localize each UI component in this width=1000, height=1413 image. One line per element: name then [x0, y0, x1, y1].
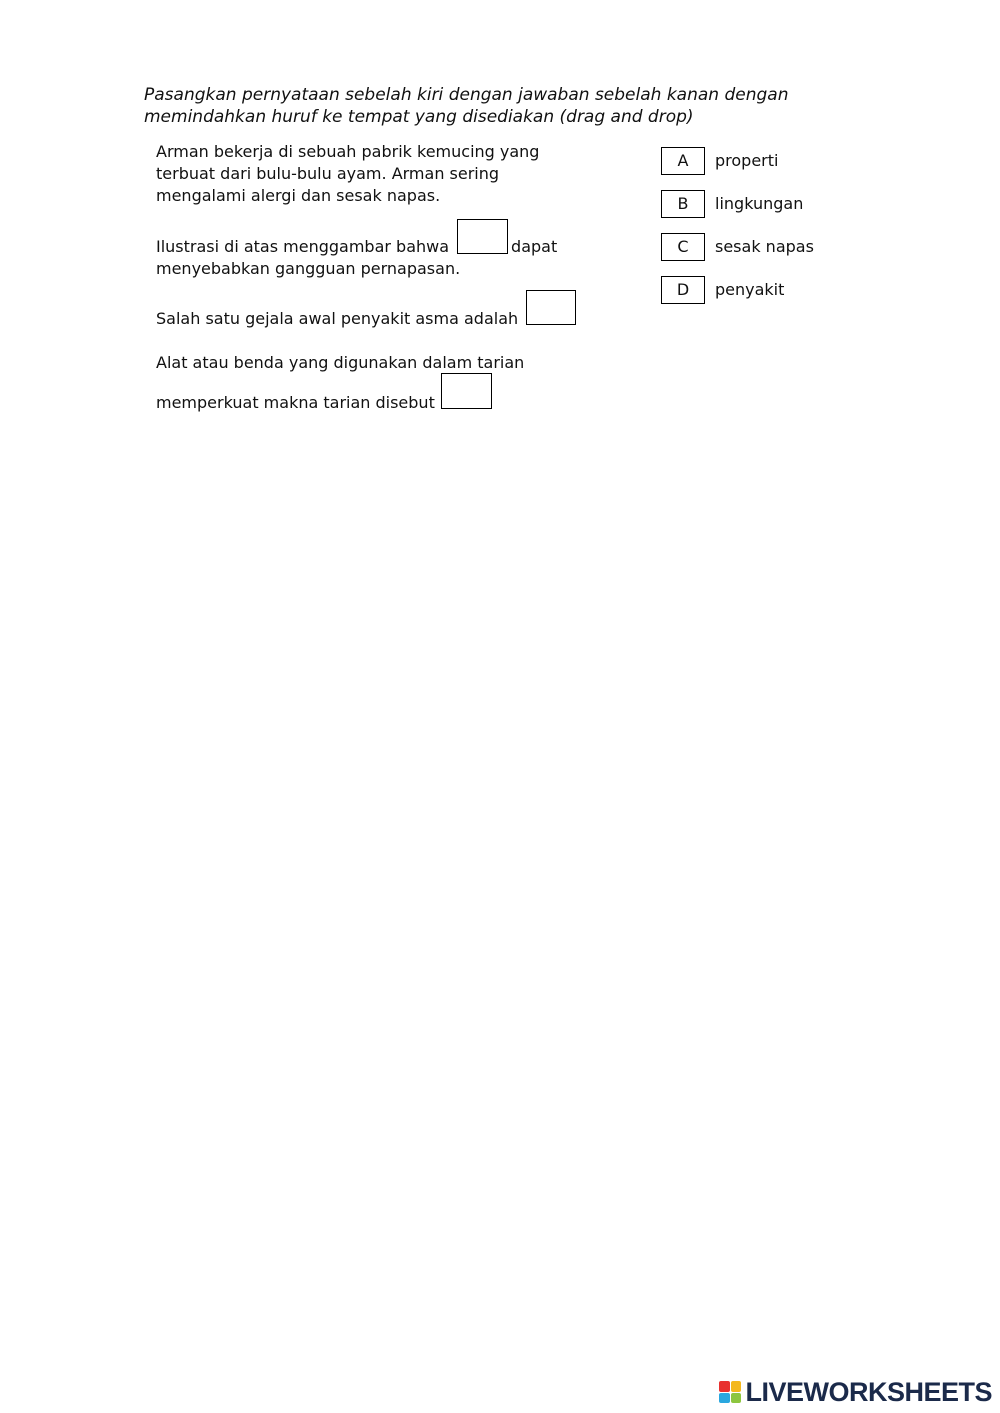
liveworksheets-logo: [719, 1377, 992, 1407]
answer-letter-b[interactable]: B: [661, 190, 705, 218]
question-2-after: dapat: [511, 237, 558, 256]
drop-zone-2[interactable]: [526, 290, 576, 325]
question-2: [156, 236, 576, 280]
logo-text: LIVEWORKSHEETS: [745, 1376, 992, 1407]
question-4-line2: memperkuat makna tarian disebut: [156, 393, 435, 412]
question-1-text: Arman bekerja di sebuah pabrik kemucing yang terbuat dari bulu-bulu ayam. Arman sering mengalami alergi dan sesak napas.: [156, 142, 540, 205]
drop-zone-1[interactable]: [457, 219, 508, 254]
liveworksheets-logo-icon: [719, 1381, 741, 1403]
question-4-line1: Alat atau benda yang digunakan dalam tarian: [156, 353, 525, 372]
instructions: Pasangkan pernyataan sebelah kiri dengan jawaban sebelah kanan dengan memindahkan huruf ke tempat yang disediakan (drag and drop): [144, 85, 789, 127]
answer-letter-d[interactable]: D: [661, 276, 705, 304]
answer-text-b: lingkungan: [715, 194, 804, 213]
answer-letter-a[interactable]: A: [661, 147, 705, 175]
answer-letter-c[interactable]: C: [661, 233, 705, 261]
answer-text-c: sesak napas: [715, 237, 814, 256]
question-3-text: Salah satu gejala awal penyakit asma adalah: [156, 309, 519, 328]
answer-text-d: penyakit: [715, 280, 785, 299]
question-2-line2: menyebabkan gangguan pernapasan.: [156, 259, 461, 278]
drop-zone-3[interactable]: [441, 373, 492, 409]
answer-text-a: properti: [715, 151, 779, 170]
question-2-before: Ilustrasi di atas menggambar bahwa: [156, 237, 450, 256]
